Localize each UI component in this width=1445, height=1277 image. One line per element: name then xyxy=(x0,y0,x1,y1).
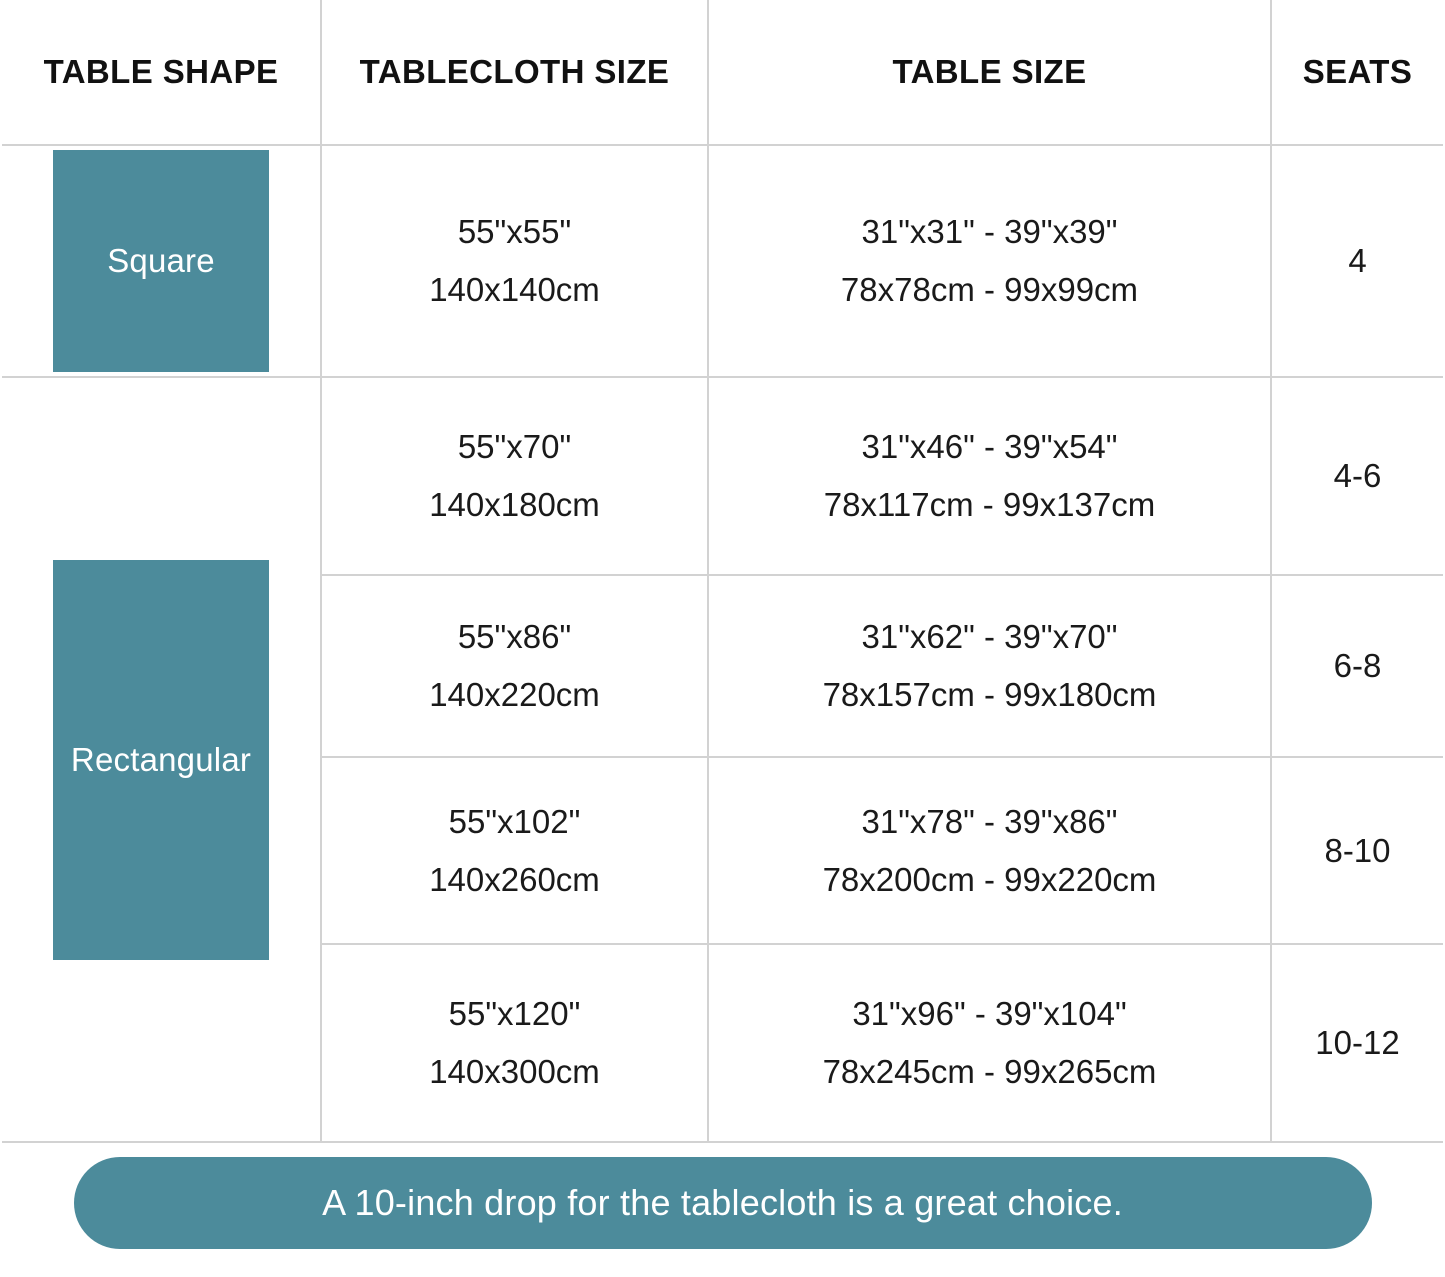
seats-cell: 4 xyxy=(1271,145,1443,377)
table-size-inches: 31"x78" - 39"x86" xyxy=(861,802,1118,840)
tablecloth-size-cell xyxy=(321,944,708,1142)
tablecloth-size-inches: 55"x70" xyxy=(457,428,572,466)
tablecloth-size-cell xyxy=(321,377,708,575)
seats-cell: 4-6 xyxy=(1271,377,1443,575)
tablecloth-size-inches: 55"x102" xyxy=(448,802,581,840)
table-size-inches: 31"x46" - 39"x54" xyxy=(861,428,1118,466)
tablecloth-size-cm: 140x180cm xyxy=(429,486,600,523)
tablecloth-size-cm: 140x140cm xyxy=(429,271,600,308)
table-size-cell xyxy=(708,575,1271,757)
seats-cell: 8-10 xyxy=(1271,757,1443,944)
table-size-inches: 31"x31" - 39"x39" xyxy=(861,213,1118,251)
table-size-cm: 78x245cm - 99x265cm xyxy=(822,1053,1157,1090)
table-row xyxy=(2,377,1443,575)
tablecloth-size-cell xyxy=(321,575,708,757)
table-size-cm: 78x200cm - 99x220cm xyxy=(822,860,1157,898)
table-size-cm: 78x117cm - 99x137cm xyxy=(823,486,1156,523)
tablecloth-size-cell xyxy=(321,757,708,944)
rectangular-shape-swatch xyxy=(53,560,269,960)
drop-recommendation-banner: A 10-inch drop for the tablecloth is a great choice. xyxy=(74,1157,1372,1249)
tablecloth-size-cm: 140x300cm xyxy=(429,1053,600,1090)
table-header-row xyxy=(2,0,1443,145)
shape-label-square: Square xyxy=(107,242,215,279)
table-size-cell xyxy=(708,944,1271,1142)
table-size-cm: 78x157cm - 99x180cm xyxy=(822,676,1157,713)
column-header-table-size: TABLE SIZE xyxy=(708,0,1271,145)
tablecloth-size-cm: 140x220cm xyxy=(429,676,600,713)
table-size-inches: 31"x62" - 39"x70" xyxy=(861,618,1118,656)
tablecloth-size-inches: 55"x120" xyxy=(448,995,581,1033)
shape-cell-square xyxy=(2,145,321,377)
table-size-inches: 31"x96" - 39"x104" xyxy=(852,995,1127,1033)
table-size-cell xyxy=(708,377,1271,575)
square-shape-swatch xyxy=(53,150,269,372)
tablecloth-size-cm: 140x260cm xyxy=(429,860,600,898)
tablecloth-size-inches: 55"x86" xyxy=(457,618,572,656)
table-size-cell xyxy=(708,145,1271,377)
table-size-cm: 78x78cm - 99x99cm xyxy=(840,271,1139,308)
table-row xyxy=(2,145,1443,377)
tablecloth-size-table xyxy=(2,0,1443,1143)
column-header-seats: SEATS xyxy=(1271,0,1443,145)
column-header-tablecloth-size: TABLECLOTH SIZE xyxy=(321,0,708,145)
shape-cell-rectangular xyxy=(2,377,321,1142)
footer-note-area xyxy=(0,1157,1445,1249)
seats-cell: 10-12 xyxy=(1271,944,1443,1142)
column-header-table-shape: TABLE SHAPE xyxy=(2,0,321,145)
seats-cell: 6-8 xyxy=(1271,575,1443,757)
tablecloth-size-cell xyxy=(321,145,708,377)
table-size-cell xyxy=(708,757,1271,944)
shape-label-rectangular: Rectangular xyxy=(70,740,252,778)
tablecloth-size-inches: 55"x55" xyxy=(457,213,572,251)
